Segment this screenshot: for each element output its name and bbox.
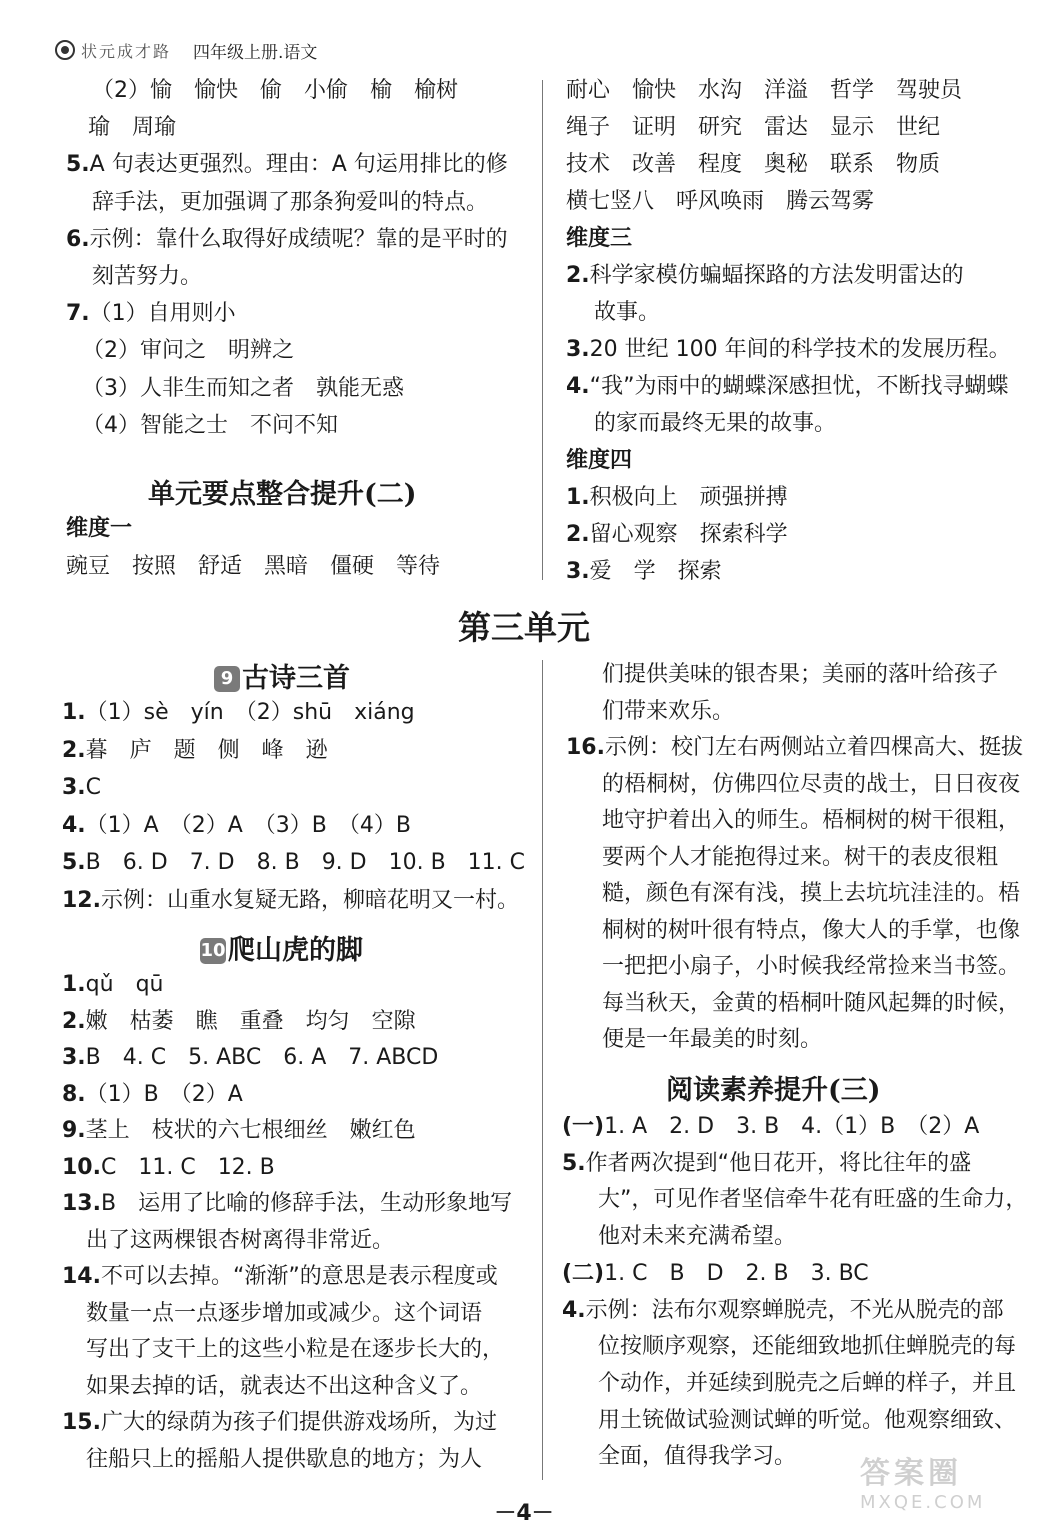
dimension-heading: 维度三	[566, 226, 633, 251]
answer-text: 1. C B D 2. B 3. BC	[604, 1260, 869, 1286]
answer-line	[66, 225, 508, 255]
answer-line	[66, 552, 440, 582]
answer-line	[598, 1406, 1016, 1436]
answer-number: 7.	[66, 301, 90, 327]
answer-line	[566, 150, 940, 180]
lesson-9-name: 古诗三首	[242, 663, 350, 694]
answer-number: 10.	[62, 1154, 101, 1180]
answer-line	[86, 1372, 482, 1402]
answer-line	[92, 188, 488, 218]
answer-text: 糙，颜色有深有浅，摸上去坑坑洼洼的。梧	[602, 881, 1021, 906]
answer-text: 大”，可见作者坚信牵牛花有旺盛的生命力，	[598, 1187, 1028, 1213]
answer-number: (一)	[562, 1114, 605, 1139]
answer-text: 不可以去掉。“渐渐”的意思是表示程度或	[100, 1264, 498, 1289]
answer-text: 如果去掉的话，就表达不出这种含义了。	[86, 1373, 483, 1399]
answer-line	[62, 1189, 512, 1219]
answer-number: 1.	[62, 700, 86, 725]
lesson-9-title	[214, 656, 350, 695]
lesson-10-name: 爬山虎的脚	[228, 935, 363, 966]
answer-text: 广大的绿荫为孩子们提供游戏场所，为过	[100, 1410, 497, 1435]
answer-text: 数量一点一点逐步增加或减少。这个词语	[86, 1300, 483, 1326]
lesson-10-badge: 10	[200, 938, 226, 964]
answer-line	[594, 409, 836, 439]
answer-line	[602, 952, 1020, 982]
answer-text: 的梧桐树，仿佛四位尽责的战士，日日夜夜	[602, 771, 1021, 797]
answer-line	[562, 1259, 869, 1289]
section-title-unit2: 单元要点整合提升(二)	[148, 479, 417, 510]
answer-text: 他对未来充满希望。	[598, 1224, 797, 1250]
answer-text: 辞手法，更加强调了那条狗爱叫的特点。	[92, 189, 489, 215]
answer-text: 位按顺序观察，还能细致地抓住蝉脱壳的每	[598, 1334, 1017, 1360]
answer-text: 暮 庐 题 侧 峰 逊	[85, 737, 328, 763]
answer-number: 13.	[62, 1191, 101, 1216]
answer-line	[566, 483, 788, 513]
answer-line	[598, 1222, 796, 1252]
answer-line	[562, 1296, 1004, 1326]
answer-text: 的家而最终无果的故事。	[594, 411, 837, 436]
answer-line	[598, 1332, 1016, 1362]
answer-line	[82, 336, 294, 366]
answer-text: 写出了支干上的这些小粒是在逐步长大的，	[86, 1337, 505, 1362]
answer-text: B 运用了比喻的修辞手法，生动形象地写	[100, 1191, 513, 1216]
answer-line	[566, 261, 964, 291]
answer-line	[62, 1116, 416, 1146]
book-title: 四年级上册.语文	[193, 42, 318, 63]
answer-line	[62, 811, 411, 841]
answer-number: 5.	[66, 152, 90, 178]
answer-number: 3.	[62, 1045, 86, 1070]
answer-line	[62, 698, 415, 728]
answer-line	[602, 879, 1020, 909]
answer-line	[86, 1335, 504, 1365]
answer-number: 6.	[66, 226, 90, 252]
section-title-reading3: 阅读素养提升(三)	[666, 1075, 881, 1106]
answer-text: 往船只上的摇船人提供歇息的地方；为人	[86, 1446, 483, 1472]
answer-line	[82, 374, 404, 404]
answer-text: 个动作，并延续到脱壳之后蝉的样子，并且	[598, 1370, 1017, 1396]
answer-text: 1. A 2. D 3. B 4.（1）B （2）A	[604, 1114, 980, 1139]
answer-line	[602, 843, 998, 873]
answer-line	[62, 1007, 416, 1037]
answer-text: 们提供美味的银杏果；美丽的落叶给孩子	[602, 662, 999, 687]
column-divider-bottom	[542, 660, 543, 1480]
answer-line	[62, 886, 519, 916]
answer-text: 20 世纪 100 年间的科学技术的发展历程。	[589, 337, 1011, 362]
answer-text: 横七竖八 呼风唤雨 腾云驾雾	[566, 189, 875, 214]
answer-text: 作者两次提到“他日花开，将比往年的盛	[585, 1150, 972, 1176]
dimension-heading: 维度四	[566, 448, 633, 473]
answer-line	[62, 1153, 275, 1183]
answer-text: （1）A （2）A （3）B （4）B	[85, 812, 411, 838]
answer-number: 3.	[566, 559, 590, 584]
answer-number: 1.	[566, 485, 590, 510]
answer-line	[566, 187, 874, 217]
answer-line	[602, 806, 1020, 836]
answer-line	[562, 1149, 971, 1179]
answer-text: 示例：法布尔观察蝉脱壳，不光从脱壳的部	[585, 1297, 1004, 1323]
answer-line	[566, 557, 722, 587]
answer-number: 2.	[62, 1008, 86, 1034]
lesson-10-title	[200, 928, 363, 967]
answer-line	[598, 1185, 1027, 1215]
logo-text: 状元成才路	[81, 41, 172, 61]
answer-text: 一把把小扇子，小时候我经常捡来当书签。	[602, 954, 1021, 979]
answer-line	[566, 372, 1008, 402]
answer-line	[566, 733, 1023, 763]
answer-number: 16.	[566, 735, 605, 760]
answer-line	[62, 1080, 243, 1110]
answer-text: 绳子 证明 研究 雷达 显示 世纪	[566, 115, 941, 140]
answer-line	[82, 411, 338, 441]
answer-text: 刻苦努力。	[92, 264, 203, 289]
answer-text: （3）人非生而知之者 孰能无惑	[82, 375, 404, 401]
answer-text: 技术 改善 程度 奥秘 联系 物质	[566, 152, 941, 177]
answer-line	[92, 262, 202, 292]
answer-line	[62, 1408, 497, 1438]
page-number: －4－	[494, 1501, 554, 1526]
watermark-url: MXQE.COM	[860, 1492, 986, 1513]
answer-number: 9.	[62, 1118, 86, 1143]
answer-line	[62, 848, 525, 878]
answer-text: （1）sè yín （2）shū xiáng	[85, 700, 415, 725]
answer-line	[62, 773, 101, 803]
answer-text: C	[85, 775, 102, 800]
answer-text: （4）智能之士 不问不知	[82, 412, 338, 438]
answer-line	[602, 697, 734, 727]
answer-number: 8.	[62, 1081, 86, 1107]
answer-number: 14.	[62, 1264, 101, 1289]
publisher-logo	[55, 38, 185, 62]
answer-line	[602, 660, 998, 690]
answer-line	[62, 736, 328, 766]
answer-text: 积极向上 顽强拼搏	[589, 485, 788, 510]
answer-text: 爱 学 探索	[589, 559, 722, 584]
unit-title: 第三单元	[458, 608, 590, 647]
answer-text: 出了这两棵银杏树离得非常近。	[86, 1227, 395, 1253]
logo-emblem-icon	[55, 40, 75, 60]
answer-number: 5.	[62, 850, 86, 875]
answer-text: 嫩 枯萎 瞧 重叠 均匀 空隙	[85, 1008, 416, 1034]
answer-line	[566, 224, 632, 254]
answer-line	[62, 1262, 498, 1292]
answer-text: 地守护着出入的师生。梧桐树的树干很粗，	[602, 808, 1021, 833]
answer-text: A 句表达更强烈。理由：A 句运用排比的修	[89, 152, 508, 178]
answer-line	[566, 76, 962, 106]
answer-text: “我”为雨中的蝴蝶深感担忧，不断找寻蝴蝶	[589, 374, 1009, 399]
answer-line	[602, 989, 1020, 1019]
answer-text: 故事。	[594, 300, 661, 325]
answer-text: 示例：靠什么取得好成绩呢？靠的是平时的	[89, 226, 508, 252]
answer-text: （2）审问之 明辨之	[82, 338, 294, 364]
answer-line	[62, 970, 164, 1000]
answer-text: 要两个人才能抱得过来。树干的表皮很粗	[602, 844, 999, 870]
answer-line	[602, 770, 1020, 800]
answer-number: 2.	[62, 737, 86, 763]
answer-number: 4.	[62, 812, 86, 838]
answer-text: 瑜 周瑜	[88, 115, 177, 141]
answer-number: 12.	[62, 887, 101, 913]
answer-text: 留心观察 探索科学	[589, 522, 788, 547]
answer-line	[66, 150, 508, 180]
answer-line	[562, 1112, 979, 1142]
answer-text: 们带来欢乐。	[602, 698, 735, 724]
answer-line	[594, 298, 660, 328]
answer-text: 全面，值得我学习。	[598, 1444, 797, 1470]
answer-line	[566, 520, 788, 550]
answer-text: 示例：校门左右两侧站立着四棵高大、挺拔	[604, 735, 1023, 760]
answer-number: (二)	[562, 1260, 605, 1286]
watermark-text: 答案圈	[860, 1456, 962, 1491]
answer-line	[86, 1445, 482, 1475]
answer-text: 桐树的树叶很有特点，像大人的手掌，也像	[602, 917, 1021, 943]
answer-line	[566, 335, 1011, 365]
answer-number: 3.	[566, 337, 590, 362]
answer-text: 用土铳做试验测试蝉的听觉。他观察细致、	[598, 1407, 1017, 1433]
answer-number: 2.	[566, 522, 590, 547]
answer-number: 4.	[562, 1297, 586, 1323]
answer-text: 每当秋天，金黄的梧桐叶随风起舞的时候，	[602, 990, 1021, 1016]
answer-line	[598, 1369, 1016, 1399]
answer-text: 耐心 愉快 水沟 洋溢 哲学 驾驶员	[566, 78, 963, 103]
answer-number: 15.	[62, 1410, 101, 1435]
page-header	[55, 36, 317, 64]
answer-line	[88, 113, 176, 143]
answer-text: 豌豆 按照 舒适 黑暗 僵硬 等待	[66, 554, 441, 579]
answer-text: （1）自用则小	[89, 301, 236, 327]
answer-line	[598, 1442, 796, 1472]
answer-text: （1）B （2）A	[85, 1081, 243, 1107]
answer-text: 示例：山重水复疑无路，柳暗花明又一村。	[100, 887, 519, 913]
column-divider-top	[542, 80, 543, 580]
dimension-heading: 维度一	[66, 516, 133, 541]
answer-line	[66, 514, 132, 544]
answer-line	[62, 1043, 438, 1073]
answer-text: B 6. D 7. D 8. B 9. D 10. B 11. C	[85, 850, 526, 875]
answer-text: 便是一年最美的时刻。	[602, 1027, 823, 1052]
answer-line	[86, 1299, 482, 1329]
answer-line	[602, 1025, 822, 1055]
watermark	[860, 1448, 1030, 1526]
answer-number: 4.	[566, 374, 590, 399]
answer-line	[86, 1226, 394, 1256]
answer-line	[566, 113, 940, 143]
answer-text: C 11. C 12. B	[100, 1154, 275, 1180]
answer-line	[566, 446, 632, 476]
answer-number: 5.	[562, 1150, 586, 1176]
answer-number: 2.	[566, 263, 590, 288]
answer-line	[66, 299, 236, 329]
answer-text: 科学家模仿蝙蝠探路的方法发明雷达的	[589, 263, 964, 288]
answer-line	[602, 916, 1020, 946]
answer-number: 1.	[62, 972, 86, 997]
lesson-9-badge: 9	[214, 666, 240, 692]
answer-text: qǔ qū	[85, 972, 164, 997]
answer-text: B 4. C 5. ABC 6. A 7. ABCD	[85, 1045, 439, 1070]
answer-number: 3.	[62, 775, 86, 800]
answer-line	[92, 76, 458, 106]
answer-text: 茎上 枝状的六七根细丝 嫩红色	[85, 1118, 416, 1143]
answer-text: （2）愉 愉快 偷 小偷 榆 榆树	[92, 78, 458, 103]
